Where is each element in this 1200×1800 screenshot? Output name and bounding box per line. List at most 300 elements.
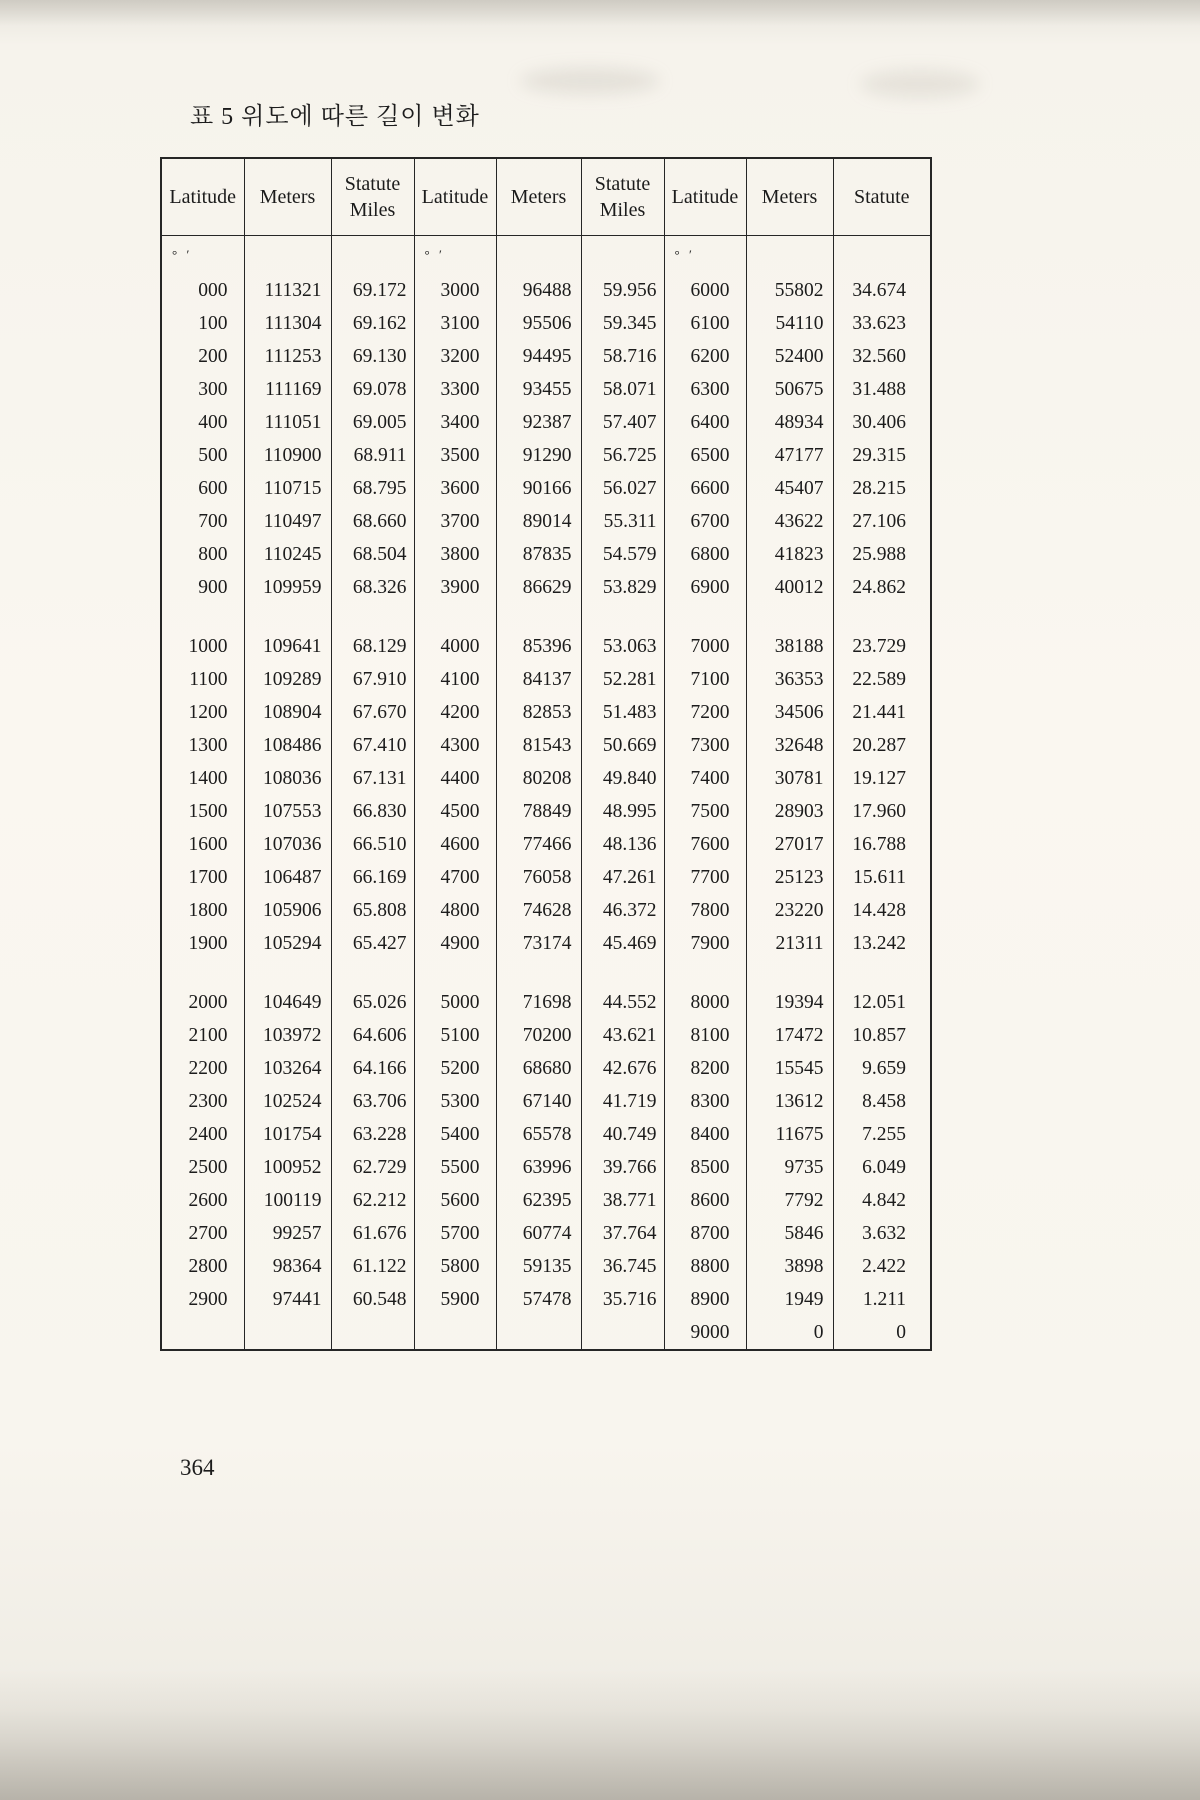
table-cell: 67.131	[331, 762, 414, 795]
table-cell: 9.659	[833, 1052, 931, 1085]
table-cell: 110245	[244, 538, 331, 571]
table-cell: 68.504	[331, 538, 414, 571]
table-cell: 21.441	[833, 696, 931, 729]
table-header	[161, 158, 931, 236]
table-cell: 76058	[496, 861, 581, 894]
table-cell: 89014	[496, 505, 581, 538]
table-cell: 2600	[188, 1189, 228, 1211]
table-row	[161, 828, 931, 861]
table-cell: 30.406	[833, 406, 931, 439]
table-row	[161, 894, 931, 927]
table-cell: 15545	[746, 1052, 833, 1085]
table-cell: 43.621	[581, 1019, 664, 1052]
table-cell: 4600	[414, 828, 496, 861]
table-cell: 66.510	[331, 828, 414, 861]
table-cell: 6700	[664, 505, 746, 538]
table-cell: 78849	[496, 795, 581, 828]
table-cell	[581, 960, 664, 986]
table-cell: 1500	[188, 800, 228, 822]
table-cell: 12.051	[833, 986, 931, 1019]
table-cell: 60.548	[331, 1283, 414, 1316]
table-cell: 6600	[664, 472, 746, 505]
table-cell	[244, 1316, 331, 1350]
table-cell: 48934	[746, 406, 833, 439]
table-cell: 64.166	[331, 1052, 414, 1085]
table-cell: 17472	[746, 1019, 833, 1052]
table-row	[161, 340, 931, 373]
table-cell: 13612	[746, 1085, 833, 1118]
table-cell: 5600	[414, 1184, 496, 1217]
table-cell: 27.106	[833, 505, 931, 538]
table-cell: 3100	[414, 307, 496, 340]
table-cell: 4100	[414, 663, 496, 696]
table-cell: 8800	[664, 1250, 746, 1283]
table-cell: 73174	[496, 927, 581, 960]
table-row	[161, 1250, 931, 1283]
table-cell: 58.716	[581, 340, 664, 373]
table-cell: 5800	[414, 1250, 496, 1283]
table-cell	[746, 604, 833, 630]
header-row	[161, 158, 931, 236]
column-header: Meters	[496, 158, 581, 236]
table-cell: 45.469	[581, 927, 664, 960]
table-cell: 50.669	[581, 729, 664, 762]
table-cell: 60774	[496, 1217, 581, 1250]
table-row	[161, 1217, 931, 1250]
table-cell: 8100	[664, 1019, 746, 1052]
table-row	[161, 274, 931, 307]
table-cell	[664, 960, 746, 986]
table-cell: 8400	[664, 1118, 746, 1151]
table-cell: 40012	[746, 571, 833, 604]
table-cell: 5846	[746, 1217, 833, 1250]
table-cell: 10.857	[833, 1019, 931, 1052]
table-cell: 28.215	[833, 472, 931, 505]
table-cell	[496, 1316, 581, 1350]
table-cell: 68.911	[331, 439, 414, 472]
table-cell: 7600	[664, 828, 746, 861]
table-cell: 16.788	[833, 828, 931, 861]
table-cell: 36353	[746, 663, 833, 696]
table-cell: 59135	[496, 1250, 581, 1283]
table-row	[161, 571, 931, 604]
table-row	[161, 1085, 931, 1118]
table-row	[161, 1316, 931, 1350]
table-cell: 2000	[188, 991, 228, 1013]
table-cell: 71698	[496, 986, 581, 1019]
units-cell	[496, 236, 581, 275]
table-cell: 111169	[244, 373, 331, 406]
table-cell: 20.287	[833, 729, 931, 762]
table-cell: 87835	[496, 538, 581, 571]
table-cell: 51.483	[581, 696, 664, 729]
table-cell: 4400	[414, 762, 496, 795]
table-row	[161, 406, 931, 439]
table-cell	[331, 960, 414, 986]
table-cell: 1900	[188, 932, 228, 954]
table-cell: 100119	[244, 1184, 331, 1217]
table-cell: 4500	[414, 795, 496, 828]
table-cell: 27017	[746, 828, 833, 861]
table-row	[161, 986, 931, 1019]
units-row	[161, 236, 931, 275]
table-cell: 34.674	[833, 274, 931, 307]
table-cell	[244, 604, 331, 630]
table-cell: 15.611	[833, 861, 931, 894]
table-cell: 68.660	[331, 505, 414, 538]
table-cell: 32648	[746, 729, 833, 762]
table-cell: 2900	[188, 1288, 228, 1310]
table-cell: 1600	[188, 833, 228, 855]
table-cell: 2300	[188, 1090, 228, 1112]
table-cell: 7900	[664, 927, 746, 960]
table-cell: 69.078	[331, 373, 414, 406]
table-cell: 108036	[244, 762, 331, 795]
column-header: Statute Miles	[331, 158, 414, 236]
table-cell: 5500	[414, 1151, 496, 1184]
table-cell: 800	[198, 543, 228, 565]
table-cell: 8200	[664, 1052, 746, 1085]
table-cell: 65.026	[331, 986, 414, 1019]
table-cell: 47177	[746, 439, 833, 472]
table-cell: 52400	[746, 340, 833, 373]
scan-artifact-bottom	[0, 1670, 1200, 1800]
table-cell: 111253	[244, 340, 331, 373]
table-cell: 0	[746, 1316, 833, 1350]
table-cell: 103264	[244, 1052, 331, 1085]
column-header: Latitude	[414, 158, 496, 236]
table-cell: 1300	[188, 734, 228, 756]
table-cell: 7200	[664, 696, 746, 729]
table-cell: 8700	[664, 1217, 746, 1250]
table-cell: 6100	[664, 307, 746, 340]
table-cell: 80208	[496, 762, 581, 795]
table-cell: 30781	[746, 762, 833, 795]
table-cell: 5700	[414, 1217, 496, 1250]
table-cell: 59.956	[581, 274, 664, 307]
table-cell: 62395	[496, 1184, 581, 1217]
table-cell: 70200	[496, 1019, 581, 1052]
table-cell: 5200	[414, 1052, 496, 1085]
latitude-conversion-table	[160, 157, 932, 1351]
table-cell: 700	[198, 510, 228, 532]
table-cell: 62.212	[331, 1184, 414, 1217]
table-cell: 48.136	[581, 828, 664, 861]
table-cell: 5400	[414, 1118, 496, 1151]
table-cell: 3700	[414, 505, 496, 538]
table-cell: 23.729	[833, 630, 931, 663]
table-cell: 9000	[664, 1316, 746, 1350]
table-cell: 69.172	[331, 274, 414, 307]
table-row	[161, 1118, 931, 1151]
table-cell: 55.311	[581, 505, 664, 538]
table-cell: 109289	[244, 663, 331, 696]
table-cell: 108904	[244, 696, 331, 729]
table-cell: 54110	[746, 307, 833, 340]
table-cell: 67140	[496, 1085, 581, 1118]
table-cell: 67.670	[331, 696, 414, 729]
table-cell: 109959	[244, 571, 331, 604]
table-cell	[161, 960, 244, 986]
table-cell: 100952	[244, 1151, 331, 1184]
table-cell: 100	[198, 312, 228, 334]
table-cell: 1100	[189, 668, 228, 690]
table-cell: 36.745	[581, 1250, 664, 1283]
table-cell: 19.127	[833, 762, 931, 795]
table-cell: 65.427	[331, 927, 414, 960]
table-cell: 66.169	[331, 861, 414, 894]
table-cell: 34506	[746, 696, 833, 729]
table-cell: 63996	[496, 1151, 581, 1184]
units-cell: ° ′	[664, 236, 746, 275]
scan-artifact-top	[0, 0, 1200, 26]
table-cell	[414, 604, 496, 630]
table-cell	[161, 1316, 244, 1350]
table-row	[161, 630, 931, 663]
column-header: Statute	[833, 158, 931, 236]
table-cell: 38.771	[581, 1184, 664, 1217]
table-cell: 600	[198, 477, 228, 499]
table-cell: 7792	[746, 1184, 833, 1217]
table-cell: 7.255	[833, 1118, 931, 1151]
table-row	[161, 472, 931, 505]
table-cell: 2.422	[833, 1250, 931, 1283]
table-cell	[581, 604, 664, 630]
table-cell: 8300	[664, 1085, 746, 1118]
table-cell	[414, 960, 496, 986]
table-cell: 74628	[496, 894, 581, 927]
table-cell: 81543	[496, 729, 581, 762]
table-cell: 200	[198, 345, 228, 367]
table-cell: 4.842	[833, 1184, 931, 1217]
table-cell: 43622	[746, 505, 833, 538]
table-cell: 8600	[664, 1184, 746, 1217]
table-cell: 1949	[746, 1283, 833, 1316]
table-cell: 4300	[414, 729, 496, 762]
table-title: 표 5 위도에 따른 길이 변화	[190, 104, 480, 130]
table-cell: 31.488	[833, 373, 931, 406]
table-cell: 58.071	[581, 373, 664, 406]
table-cell	[244, 960, 331, 986]
table-cell: 68.129	[331, 630, 414, 663]
table-cell: 4700	[414, 861, 496, 894]
table-cell: 111304	[244, 307, 331, 340]
table-cell: 900	[198, 576, 228, 598]
table-cell	[496, 604, 581, 630]
table-cell: 110900	[244, 439, 331, 472]
table-cell: 56.725	[581, 439, 664, 472]
table-cell: 7700	[664, 861, 746, 894]
table-cell: 1000	[188, 635, 228, 657]
table-cell: 8500	[664, 1151, 746, 1184]
table-cell: 54.579	[581, 538, 664, 571]
table-row	[161, 696, 931, 729]
table-cell: 47.261	[581, 861, 664, 894]
table-cell: 8000	[664, 986, 746, 1019]
table-cell: 8900	[664, 1283, 746, 1316]
units-cell	[581, 236, 664, 275]
table-cell: 46.372	[581, 894, 664, 927]
table-cell	[833, 960, 931, 986]
table-cell: 3900	[414, 571, 496, 604]
table-cell	[581, 1316, 664, 1350]
table-cell: 104649	[244, 986, 331, 1019]
table-cell: 11675	[746, 1118, 833, 1151]
units-cell: ° ′	[414, 236, 496, 275]
table-cell: 63.228	[331, 1118, 414, 1151]
table-cell: 29.315	[833, 439, 931, 472]
table-cell: 1800	[188, 899, 228, 921]
table-cell: 48.995	[581, 795, 664, 828]
table-cell: 68.326	[331, 571, 414, 604]
table-cell: 62.729	[331, 1151, 414, 1184]
table-cell: 2200	[188, 1057, 228, 1079]
table-cell: 42.676	[581, 1052, 664, 1085]
table-cell: 65.808	[331, 894, 414, 927]
units-cell	[833, 236, 931, 275]
table-cell: 99257	[244, 1217, 331, 1250]
table-cell: 1400	[188, 767, 228, 789]
table-cell: 95506	[496, 307, 581, 340]
table-cell: 77466	[496, 828, 581, 861]
table-cell: 44.552	[581, 986, 664, 1019]
table-cell: 6900	[664, 571, 746, 604]
units-cell	[331, 236, 414, 275]
table-cell: 61.122	[331, 1250, 414, 1283]
table-cell: 92387	[496, 406, 581, 439]
table-cell: 45407	[746, 472, 833, 505]
table-cell: 66.830	[331, 795, 414, 828]
table-cell: 35.716	[581, 1283, 664, 1316]
table-cell: 3000	[414, 274, 496, 307]
table-cell: 33.623	[833, 307, 931, 340]
table-cell: 5100	[414, 1019, 496, 1052]
table-cell: 69.162	[331, 307, 414, 340]
table-cell: 57.407	[581, 406, 664, 439]
table-cell: 6300	[664, 373, 746, 406]
table-cell: 111321	[244, 274, 331, 307]
table-cell: 96488	[496, 274, 581, 307]
table-cell: 3600	[414, 472, 496, 505]
table-cell: 14.428	[833, 894, 931, 927]
table-cell: 102524	[244, 1085, 331, 1118]
table-cell: 90166	[496, 472, 581, 505]
table-cell: 4200	[414, 696, 496, 729]
table-cell: 49.840	[581, 762, 664, 795]
table-cell: 28903	[746, 795, 833, 828]
table-cell: 82853	[496, 696, 581, 729]
table-cell: 98364	[244, 1250, 331, 1283]
table-cell: 3800	[414, 538, 496, 571]
table-row	[161, 861, 931, 894]
table-row	[161, 663, 931, 696]
table-cell: 5900	[414, 1283, 496, 1316]
column-header: Latitude	[664, 158, 746, 236]
table-row	[161, 1151, 931, 1184]
table-cell: 103972	[244, 1019, 331, 1052]
table-cell: 56.027	[581, 472, 664, 505]
table-row	[161, 1019, 931, 1052]
table-cell: 50675	[746, 373, 833, 406]
table-cell: 110497	[244, 505, 331, 538]
units-cell	[244, 236, 331, 275]
table-cell	[496, 960, 581, 986]
table-cell: 84137	[496, 663, 581, 696]
column-header: Statute Miles	[581, 158, 664, 236]
table-cell: 21311	[746, 927, 833, 960]
table-cell: 300	[198, 378, 228, 400]
table-cell: 3898	[746, 1250, 833, 1283]
table-cell: 2400	[188, 1123, 228, 1145]
table-cell: 94495	[496, 340, 581, 373]
table-cell: 6200	[664, 340, 746, 373]
column-header: Latitude	[161, 158, 244, 236]
table-cell: 108486	[244, 729, 331, 762]
table-row	[161, 373, 931, 406]
table-cell: 4900	[414, 927, 496, 960]
table-row	[161, 505, 931, 538]
table-cell: 65578	[496, 1118, 581, 1151]
table-cell: 97441	[244, 1283, 331, 1316]
table-cell: 22.589	[833, 663, 931, 696]
table-cell: 3.632	[833, 1217, 931, 1250]
table-cell: 1700	[188, 866, 228, 888]
table-cell: 19394	[746, 986, 833, 1019]
table-cell: 41.719	[581, 1085, 664, 1118]
table-cell: 63.706	[331, 1085, 414, 1118]
table-row	[161, 1283, 931, 1316]
column-header: Meters	[244, 158, 331, 236]
scan-artifact-blob	[860, 70, 980, 98]
data-table	[160, 157, 932, 1351]
table-cell: 3300	[414, 373, 496, 406]
table-cell: 9735	[746, 1151, 833, 1184]
table-cell	[161, 604, 244, 630]
table-cell: 3200	[414, 340, 496, 373]
table-cell: 23220	[746, 894, 833, 927]
table-cell: 39.766	[581, 1151, 664, 1184]
table-cell: 85396	[496, 630, 581, 663]
units-cell: ° ′	[172, 247, 193, 262]
table-cell: 107553	[244, 795, 331, 828]
table-cell: 111051	[244, 406, 331, 439]
table-row	[161, 1052, 931, 1085]
table-cell: 6000	[664, 274, 746, 307]
table-cell: 4000	[414, 630, 496, 663]
table-cell	[746, 960, 833, 986]
table-cell: 40.749	[581, 1118, 664, 1151]
table-cell: 68680	[496, 1052, 581, 1085]
table-cell: 24.862	[833, 571, 931, 604]
table-cell: 3500	[414, 439, 496, 472]
spacer-row	[161, 960, 931, 986]
spacer-row	[161, 604, 931, 630]
table-cell	[833, 604, 931, 630]
table-cell: 101754	[244, 1118, 331, 1151]
table-cell: 7800	[664, 894, 746, 927]
table-cell: 1.211	[833, 1283, 931, 1316]
table-cell: 17.960	[833, 795, 931, 828]
table-cell: 38188	[746, 630, 833, 663]
table-cell: 25123	[746, 861, 833, 894]
table-body	[161, 236, 931, 1351]
table-cell	[331, 1316, 414, 1350]
table-cell: 67.910	[331, 663, 414, 696]
table-cell: 91290	[496, 439, 581, 472]
table-cell: 67.410	[331, 729, 414, 762]
table-cell: 7300	[664, 729, 746, 762]
table-cell: 59.345	[581, 307, 664, 340]
